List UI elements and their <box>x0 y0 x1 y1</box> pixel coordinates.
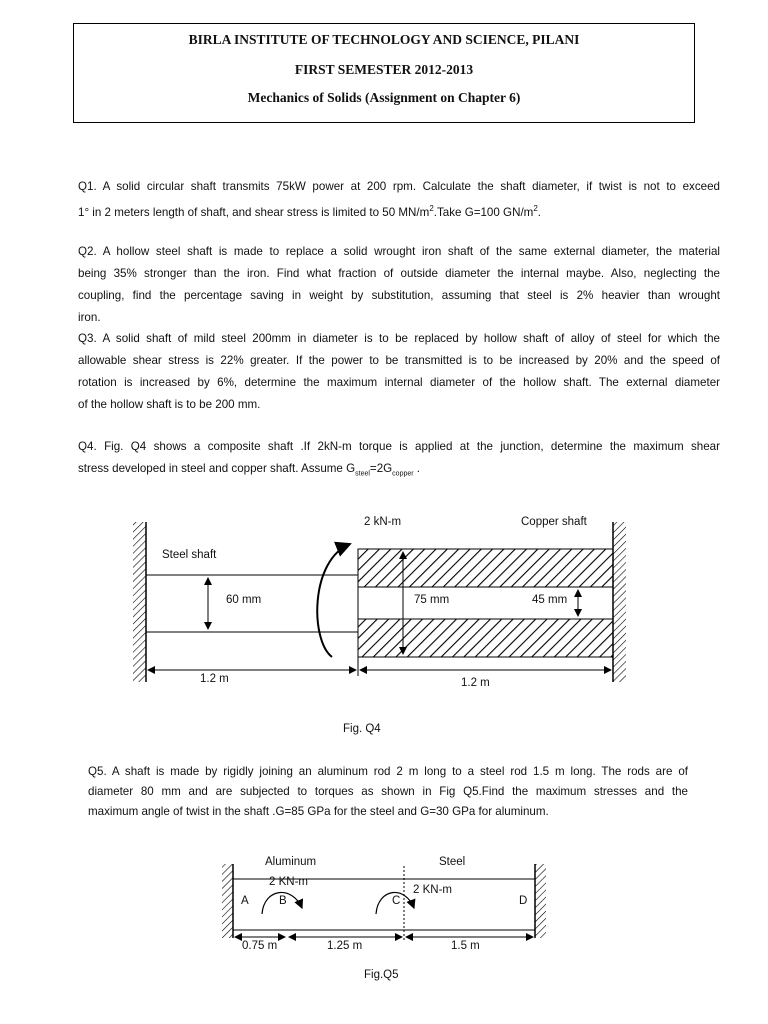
q2-line-3: coupling, find the percentage saving in weight by substitution, assuming that steel is 2% heavier than wrought <box>78 289 720 302</box>
q2-line-4: iron. <box>78 311 101 324</box>
label-torque-q4: 2 kN-m <box>364 516 402 528</box>
q3-line-1: Q3. A solid shaft of mild steel 200mm in diameter is to be replaced by hollow shaft of alloy of steel for which the <box>78 332 720 345</box>
q5-line-2: diameter 80 mm and are subjected to torques as shown in Fig Q5.Find the maximum stresses and the <box>88 785 688 798</box>
label-steel-q5: Steel <box>439 856 466 868</box>
q1-text-b: .Take G=100 GN/m <box>433 205 534 219</box>
left-wall-q5 <box>222 864 233 938</box>
label-point-d: D <box>519 895 528 907</box>
label-point-c: C <box>392 895 401 907</box>
q1-sup-2: 2 <box>533 204 538 213</box>
label-dia-copper-outer: 75 mm <box>414 594 450 606</box>
q4-text-b: =2G <box>369 462 393 475</box>
institute-name: BIRLA INSTITUTE OF TECHNOLOGY AND SCIENCE, PILANI <box>188 32 580 47</box>
label-len-ab: 0.75 m <box>242 940 278 952</box>
semester: FIRST SEMESTER 2012-2013 <box>294 62 474 77</box>
q5-line-3: maximum angle of twist in the shaft .G=85 GPa for the steel and G=30 GPa for aluminum. <box>88 805 549 818</box>
label-aluminum: Aluminum <box>265 856 317 868</box>
right-wall-q5 <box>535 864 546 938</box>
label-point-a: A <box>241 895 249 907</box>
label-dia-steel: 60 mm <box>226 594 262 606</box>
course-title: Mechanics of Solids (Assignment on Chapter 6) <box>247 90 521 105</box>
q4-sub-steel: steel <box>355 470 370 478</box>
q3-line-3: rotation is increased by 6%, determine the maximum internal diameter of the hollow shaft. The external diameter <box>78 376 720 389</box>
label-torque-c: 2 KN-m <box>413 884 452 896</box>
q3-line-2: allowable shear stress is 22% greater. If the power to be transmitted is to be increased by 20% and the speed of <box>78 354 720 367</box>
q1-sup-1: 2 <box>429 204 434 213</box>
label-point-b: B <box>279 895 287 907</box>
q2-line-1: Q2. A hollow steel shaft is made to replace a solid wrought iron shaft of the same external diameter, the material <box>78 245 720 258</box>
label-len-copper: 1.2 m <box>461 677 490 689</box>
label-len-cd: 1.5 m <box>451 940 480 952</box>
caption-fig-q4: Fig. Q4 <box>343 723 381 735</box>
caption-fig-q5: Fig.Q5 <box>364 969 399 981</box>
q1-line-1: Q1. A solid circular shaft transmits 75kW power at 200 rpm. Calculate the shaft diameter, if twist is not to exceed <box>78 180 720 193</box>
label-steel-shaft: Steel shaft <box>162 549 217 561</box>
label-dia-copper-inner: 45 mm <box>532 594 568 606</box>
q4-line-1: Q4. Fig. Q4 shows a composite shaft .If 2kN-m torque is applied at the junction, determine the maximum shear <box>78 440 720 453</box>
label-copper-shaft: Copper shaft <box>521 516 587 528</box>
q2-line-2: being 35% stronger than the iron. Find what fraction of outside diameter the internal maybe. Also, neglecting the <box>78 267 720 280</box>
q4-text-a: stress developed in steel and copper shaft. Assume G <box>78 462 356 475</box>
q5-line-1: Q5. A shaft is made by rigidly joining an aluminum rod 2 m long to a steel rod 1.5 m long. The rods are of <box>88 765 688 778</box>
label-torque-b: 2 KN-m <box>269 876 308 888</box>
label-len-bc: 1.25 m <box>327 940 363 952</box>
q1-text-a: 1° in 2 meters length of shaft, and shear stress is limited to 50 MN/m <box>78 205 430 219</box>
q1-text-c: . <box>537 205 542 219</box>
label-len-steel: 1.2 m <box>200 673 229 685</box>
q4-text-c: . <box>413 462 421 475</box>
q4-sub-copper: copper <box>392 470 414 478</box>
q3-line-4: of the hollow shaft is to be 200 mm. <box>78 398 261 411</box>
